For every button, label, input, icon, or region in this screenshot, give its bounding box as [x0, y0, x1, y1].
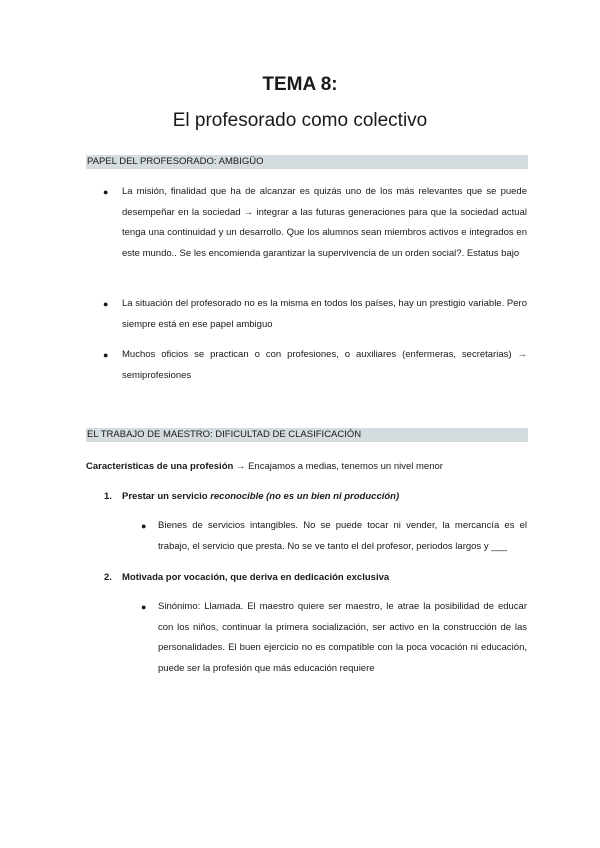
bullet-dot: ●: [141, 602, 147, 612]
item-heading-vocacion: Motivada por vocación, que deriva en dedicación exclusiva: [122, 572, 390, 583]
item-number: 2.: [104, 572, 112, 583]
item-number: 1.: [104, 491, 112, 502]
characteristics-label: Características de una profesión: [86, 461, 234, 472]
characteristics-line: [86, 457, 443, 477]
section-heading-trabajo: EL TRABAJO DE MAESTRO: DIFICULTAD DE CLASIFICACIÓN: [86, 428, 528, 442]
bullet-text-mision: La misión, finalidad que ha de alcanzar es quizás uno de los más relevantes que se puede desempeñar en la sociedad → integrar a las futuras generaciones para que la sociedad actual tenga una continuidad y un desarrollo. Que los alumnos sean miembros activos e integrados en este mundo.. Se les encomienda garantizar la supervivencia de un orden social?. Estatus bajo: [122, 186, 527, 259]
sub-bullet-bienes: Bienes de servicios intangibles. No se puede tocar ni vender, la mercancía es el trabajo, el servicio que presta. No se ve tanto el del profesor, periodos largos y ___: [158, 520, 527, 552]
page-subtitle: El profesorado como colectivo: [172, 110, 428, 131]
bullet-dot: ●: [141, 521, 147, 531]
bullet-dot: ●: [103, 299, 109, 309]
item-heading-servicio: [122, 487, 399, 507]
section-heading-papel: PAPEL DEL PROFESORADO: AMBIGÜO: [86, 155, 528, 169]
page-title: TEMA 8:: [262, 74, 338, 95]
bullet-text-oficios: Muchos oficios se practican o con profesiones, o auxiliares (enfermeras, secretarias) → semiprofesiones: [122, 349, 527, 381]
bullet-text-situacion: La situación del profesorado no es la misma en todos los países, hay un prestigio variable. Pero siempre está en ese papel ambiguo: [122, 298, 527, 330]
bullet-dot: ●: [103, 187, 109, 197]
bullet-dot: ●: [103, 350, 109, 360]
sub-bullet-sinonimo: Sinónimo: Llamada. El maestro quiere ser maestro, le atrae la posibilidad de educar con los niños, continuar la primera socialización, ser activo en la construcción de las personalidades. El buen ejercicio no es compatible con la poca vocación ni educación, puede ser la profesión que más educación requiere: [158, 601, 527, 674]
item-heading-italic: reconocible (no es un bien ni producción): [210, 491, 400, 502]
item-heading-bold: Prestar un servicio: [122, 491, 211, 502]
characteristics-rest: → Encajamos a medias, tenemos un nivel menor: [233, 461, 443, 472]
